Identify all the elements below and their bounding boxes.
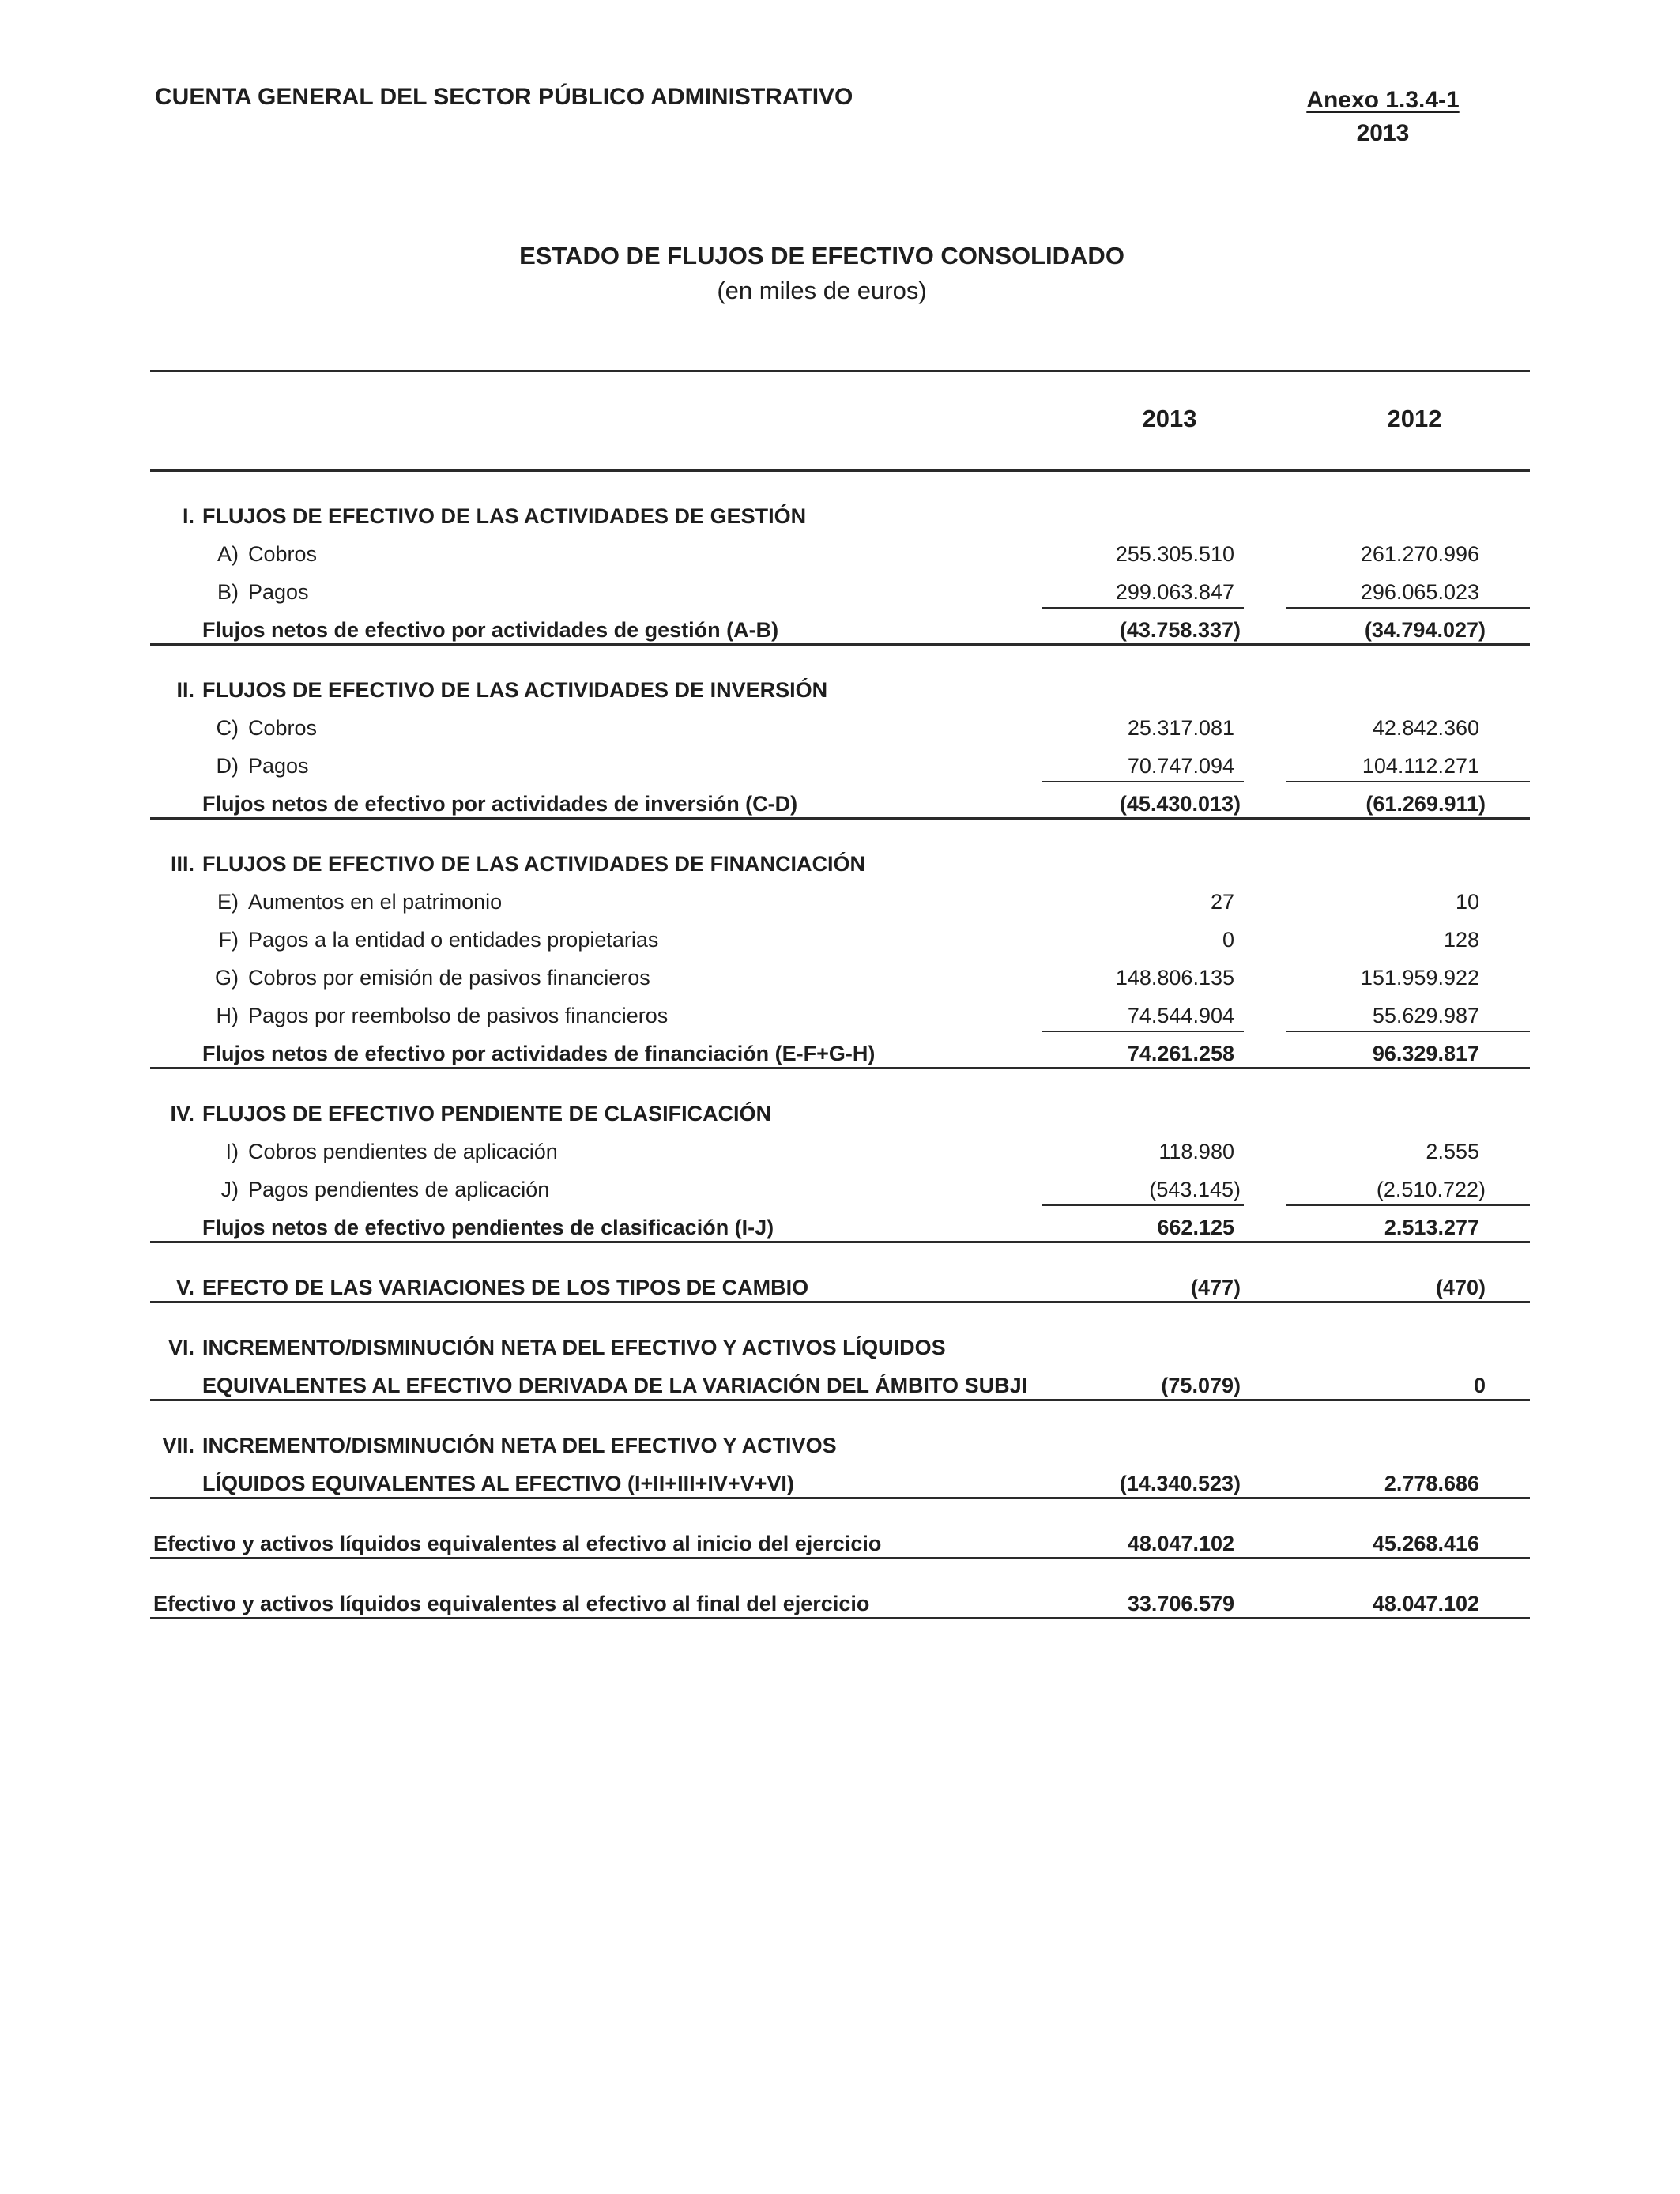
section-rule [150, 817, 1530, 820]
value-2012: 104.112.271 [1362, 754, 1479, 778]
section-title: FLUJOS DE EFECTIVO DE LAS ACTIVIDADES DE FINANCIACIÓN [202, 852, 866, 876]
subtotal-label: Flujos netos de efectivo por actividades de inversión (C-D) [202, 792, 798, 816]
section-number: II. [176, 678, 194, 702]
subtotal-rule [1286, 607, 1530, 609]
section-number: V. [175, 1276, 194, 1299]
closing-2013: 33.706.579 [1127, 1592, 1234, 1615]
section-rule [150, 1241, 1530, 1243]
section-number: VI. [168, 1336, 194, 1359]
subtotal-rule [1286, 1204, 1530, 1206]
section-number: IV. [170, 1102, 194, 1125]
subtotal-rule [1042, 1031, 1244, 1032]
section-title-line1: INCREMENTO/DISMINUCIÓN NETA DEL EFECTIVO Y ACTIVOS [202, 1434, 837, 1457]
subtotal-2013: (45.430.013) [1119, 792, 1241, 816]
table-header-rule [150, 469, 1530, 472]
value-2013: 74.544.904 [1127, 1004, 1234, 1027]
section-number: III. [170, 852, 194, 876]
section-title-line2: EQUIVALENTES AL EFECTIVO DERIVADA DE LA VARIACIÓN DEL ÁMBITO SUBJI [202, 1374, 1028, 1397]
statement-subtitle: (en miles de euros) [717, 277, 927, 304]
row-label: Pagos [248, 580, 309, 604]
subtotal-rule [1286, 1031, 1530, 1032]
section-title-line1: INCREMENTO/DISMINUCIÓN NETA DEL EFECTIVO Y ACTIVOS LÍQUIDOS [202, 1336, 946, 1359]
opening-2013: 48.047.102 [1127, 1532, 1234, 1555]
annex-year: 2013 [1356, 120, 1410, 146]
statement-title: ESTADO DE FLUJOS DE EFECTIVO CONSOLIDADO [519, 242, 1124, 270]
value-2012: 55.629.987 [1372, 1004, 1479, 1027]
value-2012: 2.778.686 [1384, 1472, 1479, 1495]
value-2013: (75.079) [1161, 1374, 1241, 1397]
column-header-2013: 2013 [1142, 405, 1197, 432]
row-key: A) [217, 542, 239, 566]
value-2013: (543.145) [1149, 1178, 1241, 1201]
value-2012: 151.959.922 [1360, 966, 1479, 990]
section-title: FLUJOS DE EFECTIVO PENDIENTE DE CLASIFICACIÓN [202, 1102, 772, 1125]
row-key: I) [225, 1140, 239, 1163]
value-2013: 27 [1210, 890, 1234, 914]
organization-title: CUENTA GENERAL DEL SECTOR PÚBLICO ADMINISTRATIVO [155, 84, 853, 110]
value-2012: (2.510.722) [1376, 1178, 1486, 1201]
section-title: FLUJOS DE EFECTIVO DE LAS ACTIVIDADES DE GESTIÓN [202, 504, 807, 528]
value-2013: 255.305.510 [1115, 542, 1234, 566]
row-key: H) [216, 1004, 239, 1027]
row-label: Cobros [248, 542, 318, 566]
column-header-2012: 2012 [1387, 405, 1442, 432]
value-2012: 2.555 [1426, 1140, 1479, 1163]
subtotal-2012: 96.329.817 [1372, 1042, 1479, 1065]
subtotal-rule [1286, 781, 1530, 782]
value-2012: 10 [1455, 890, 1479, 914]
row-label: Pagos a la entidad o entidades propietarias [248, 928, 659, 952]
row-key: C) [216, 716, 239, 740]
subtotal-label: Flujos netos de efectivo por actividades de gestión (A-B) [202, 618, 779, 642]
subtotal-2012: (61.269.911) [1365, 792, 1486, 816]
row-label: Pagos pendientes de aplicación [248, 1178, 550, 1201]
table-top-rule [150, 370, 1530, 372]
row-key: B) [217, 580, 239, 604]
value-2013: 70.747.094 [1127, 754, 1234, 778]
value-2012: 0 [1473, 1374, 1486, 1397]
subtotal-2013: 662.125 [1157, 1216, 1234, 1239]
value-2012: (470) [1435, 1276, 1486, 1299]
subtotal-2012: (34.794.027) [1364, 618, 1486, 642]
subtotal-2013: (43.758.337) [1119, 618, 1241, 642]
closing-2012: 48.047.102 [1372, 1592, 1479, 1615]
section-rule [150, 1399, 1530, 1401]
value-2013: (477) [1190, 1276, 1241, 1299]
section-number: I. [182, 504, 194, 528]
row-key: J) [220, 1178, 239, 1201]
row-key: D) [216, 754, 239, 778]
annex-block [1264, 84, 1501, 150]
value-2012: 261.270.996 [1360, 542, 1479, 566]
value-2013: (14.340.523) [1119, 1472, 1241, 1495]
section-rule [150, 1497, 1530, 1499]
section-rule [150, 1301, 1530, 1303]
table-bottom-rule [150, 1617, 1530, 1619]
value-2013: 25.317.081 [1127, 716, 1234, 740]
row-label: Pagos [248, 754, 309, 778]
row-key: E) [217, 890, 239, 914]
row-key: F) [218, 928, 239, 952]
section-title-line2: LÍQUIDOS EQUIVALENTES AL EFECTIVO (I+II+III+IV+V+VI) [202, 1472, 794, 1495]
value-2013: 118.980 [1158, 1140, 1234, 1163]
subtotal-label: Flujos netos de efectivo pendientes de clasificación (I-J) [202, 1216, 774, 1239]
row-label: Aumentos en el patrimonio [248, 890, 503, 914]
row-label: Pagos por reembolso de pasivos financieros [248, 1004, 669, 1027]
subtotal-rule [1042, 781, 1244, 782]
closing-label: Efectivo y activos líquidos equivalentes al efectivo al final del ejercicio [153, 1592, 870, 1615]
section-title: FLUJOS DE EFECTIVO DE LAS ACTIVIDADES DE INVERSIÓN [202, 678, 828, 702]
section-number: VII. [162, 1434, 194, 1457]
value-2012: 128 [1443, 928, 1479, 952]
row-label: Cobros por emisión de pasivos financieros [248, 966, 650, 990]
section-rule [150, 1557, 1530, 1559]
opening-label: Efectivo y activos líquidos equivalentes al efectivo al inicio del ejercicio [153, 1532, 882, 1555]
opening-2012: 45.268.416 [1372, 1532, 1479, 1555]
value-2013: 148.806.135 [1115, 966, 1234, 990]
value-2013: 0 [1222, 928, 1234, 952]
row-label: Cobros [248, 716, 318, 740]
subtotal-2013: 74.261.258 [1127, 1042, 1234, 1065]
row-key: G) [215, 966, 239, 990]
value-2013: 299.063.847 [1115, 580, 1234, 604]
subtotal-2012: 2.513.277 [1384, 1216, 1479, 1239]
subtotal-label: Flujos netos de efectivo por actividades de financiación (E-F+G-H) [202, 1042, 876, 1065]
value-2012: 296.065.023 [1360, 580, 1479, 604]
section-rule [150, 643, 1530, 646]
value-2012: 42.842.360 [1372, 716, 1479, 740]
subtotal-rule [1042, 1204, 1244, 1206]
row-label: Cobros pendientes de aplicación [248, 1140, 558, 1163]
annex-number: Anexo 1.3.4-1 [1306, 87, 1460, 113]
section-rule [150, 1067, 1530, 1069]
section-title: EFECTO DE LAS VARIACIONES DE LOS TIPOS DE CAMBIO [202, 1276, 809, 1299]
subtotal-rule [1042, 607, 1244, 609]
